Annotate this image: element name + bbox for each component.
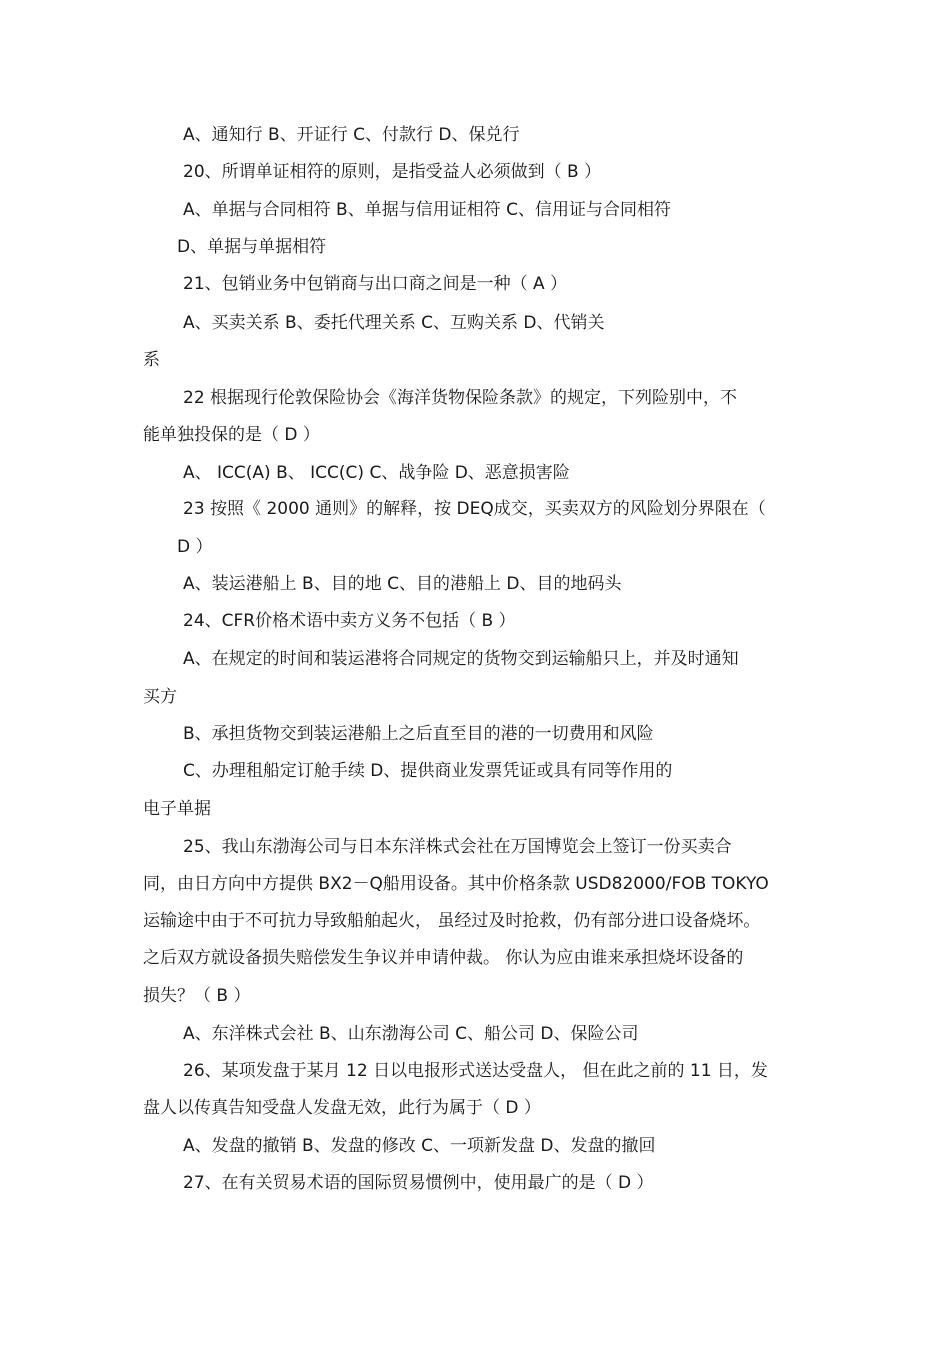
question-26-cont: 盘人以传真告知受盘人发盘无效，此行为属于（ D ） bbox=[143, 1098, 541, 1118]
question-25: 25、我山东渤海公司与日本东洋株式会社在万国博览会上签订一份买卖合 bbox=[183, 837, 732, 857]
question-25-line4: 之后双方就设备损失赔偿发生争议并申请仲裁。 你认为应由谁来承担烧坏设备的 bbox=[143, 948, 744, 968]
option-line-q21: A、买卖关系 B、委托代理关系 C、互购关系 D、代销关 bbox=[183, 313, 605, 333]
option-line-q20: A、单据与合同相符 B、单据与信用证相符 C、信用证与合同相符 bbox=[183, 200, 671, 220]
option-line-q20-d: D、单据与单据相符 bbox=[177, 237, 327, 257]
option-line-q26: A、发盘的撤销 B、发盘的修改 C、一项新发盘 D、发盘的撤回 bbox=[183, 1136, 656, 1156]
option-line-q21-cont: 系 bbox=[143, 350, 160, 370]
question-25-line3: 运输途中由于不可抗力导致船舶起火， 虽经过及时抢救，仍有部分进口设备烧坏。 bbox=[143, 911, 761, 931]
question-27: 27、在有关贸易术语的国际贸易惯例中，使用最广的是（ D ） bbox=[183, 1173, 654, 1193]
question-26: 26、某项发盘于某月 12 日以电报形式送达受盘人， 但在此之前的 11 日，发 bbox=[183, 1061, 768, 1081]
option-q24-cd: C、办理租船定订舱手续 D、提供商业发票凭证或具有同等作用的 bbox=[183, 761, 673, 781]
question-23: 23 按照《 2000 通则》的解释，按 DEQ成交，买卖双方的风险划分界限在（ bbox=[183, 499, 766, 519]
question-24: 24、CFR价格术语中卖方义务不包括（ B ） bbox=[183, 611, 516, 631]
question-23-cont: D ） bbox=[177, 537, 213, 557]
option-line-q25: A、东洋株式会社 B、山东渤海公司 C、船公司 D、保险公司 bbox=[183, 1024, 639, 1044]
option-q24-a: A、在规定的时间和装运港将合同规定的货物交到运输船只上，并及时通知 bbox=[183, 649, 739, 669]
option-line-q23: A、装运港船上 B、目的地 C、目的港船上 D、目的地码头 bbox=[183, 574, 622, 594]
option-line-q22: A、 ICC(A) B、 ICC(C) C、战争险 D、恶意损害险 bbox=[183, 463, 570, 483]
question-25-line5: 损失？（ B ） bbox=[143, 986, 251, 1006]
question-22: 22 根据现行伦敦保险协会《海洋货物保险条款》的规定，下列险别中，不 bbox=[183, 388, 738, 408]
option-q24-a-cont: 买方 bbox=[143, 687, 177, 707]
question-22-cont: 能单独投保的是（ D ） bbox=[143, 425, 320, 445]
option-q24-d-cont: 电子单据 bbox=[143, 799, 211, 819]
question-25-line2: 同，由日方向中方提供 BX2－Q船用设备。其中价格条款 USD82000/FOB TOKYO bbox=[143, 874, 769, 894]
question-21: 21、包销业务中包销商与出口商之间是一种（ A ） bbox=[183, 274, 568, 294]
question-20: 20、所谓单证相符的原则，是指受益人必须做到（ B ） bbox=[183, 162, 602, 182]
option-q24-b: B、承担货物交到装运港船上之后直至目的港的一切费用和风险 bbox=[183, 724, 654, 744]
option-line-q19: A、通知行 B、开证行 C、付款行 D、保兑行 bbox=[183, 125, 520, 145]
